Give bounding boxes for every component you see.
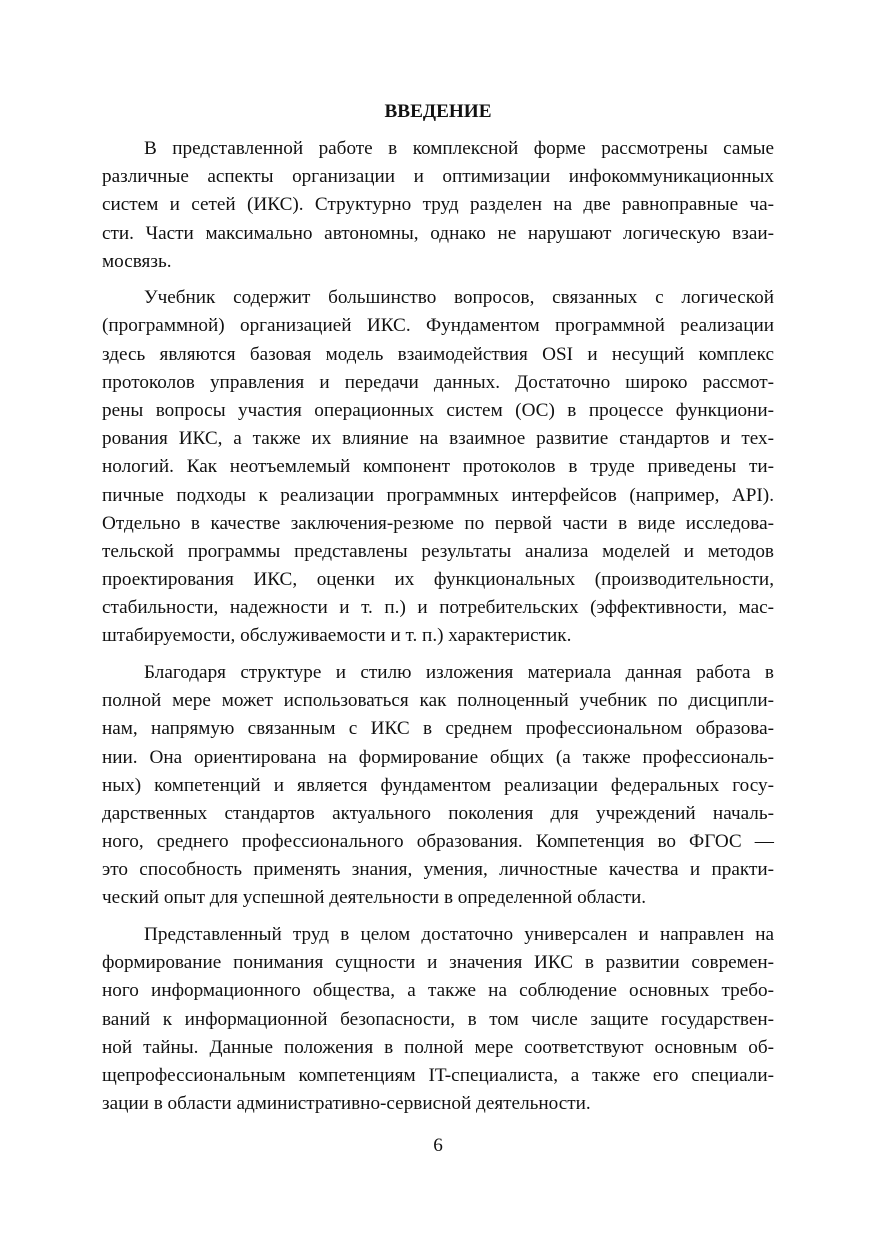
text-line: ного, среднего профессионального образования. Компетенция во ФГОС — bbox=[102, 831, 774, 853]
text-line: пичные подходы к реализации программных интерфейсов (например, API). bbox=[102, 484, 774, 506]
paragraph bbox=[102, 284, 774, 650]
text-line: это способность применять знания, умения, личностные качества и практи- bbox=[102, 859, 774, 881]
page-title: ВВЕДЕНИЕ bbox=[384, 101, 492, 122]
page-number: 6 bbox=[433, 1135, 443, 1156]
paragraph bbox=[102, 135, 774, 276]
text-line: тельской программы представлены результаты анализа моделей и методов bbox=[102, 540, 774, 562]
text-line: проектирования ИКС, оценки их функциональных (производительности, bbox=[102, 569, 774, 591]
text-line: мосвязь. bbox=[102, 250, 172, 272]
text-line: ной тайны. Данные положения в полной мере соответствуют основным об- bbox=[102, 1036, 774, 1058]
text-line: нии. Она ориентирована на формирование общих (а также профессиональ- bbox=[102, 746, 774, 768]
text-line: ческий опыт для успешной деятельности в определенной области. bbox=[102, 887, 647, 909]
text-line: ных) компетенций и является фундаментом реализации федеральных госу- bbox=[102, 774, 774, 796]
text-line: нам, напрямую связанным с ИКС в среднем профессиональном образова- bbox=[102, 718, 774, 740]
text-line: штабируемости, обслуживаемости и т. п.) характеристик. bbox=[102, 625, 572, 647]
text-line: ваний к информационной безопасности, в том числе защите государствен- bbox=[102, 1008, 774, 1030]
text-line: Представленный труд в целом достаточно универсален и направлен на bbox=[144, 923, 774, 945]
text-line: Учебник содержит большинство вопросов, связанных с логической bbox=[144, 287, 774, 309]
paragraph bbox=[102, 921, 774, 1118]
text-line: Отдельно в качестве заключения-резюме по первой части в виде исследова- bbox=[102, 512, 774, 534]
text-line: дарственных стандартов актуального поколения для учреждений началь- bbox=[102, 802, 774, 824]
text-line: формирование понимания сущности и значения ИКС в развитии современ- bbox=[102, 952, 774, 974]
text-line: Благодаря структуре и стилю изложения материала данная работа в bbox=[144, 661, 774, 683]
text-line: полной мере может использоваться как полноценный учебник по дисципли- bbox=[102, 690, 774, 712]
text-line: различные аспекты организации и оптимизации инфокоммуникационных bbox=[102, 166, 774, 188]
text-line: систем и сетей (ИКС). Структурно труд разделен на две равноправные ча- bbox=[102, 194, 774, 216]
text-line: протоколов управления и передачи данных. Достаточно широко рассмот- bbox=[102, 371, 774, 393]
text-line: сти. Части максимально автономны, однако не нарушают логическую взаи- bbox=[102, 222, 774, 244]
text-line: (программной) организацией ИКС. Фундаментом программной реализации bbox=[102, 315, 774, 337]
text-line: рены вопросы участия операционных систем (ОС) в процессе функциони- bbox=[102, 399, 774, 421]
text-line: стабильности, надежности и т. п.) и потребительских (эффективности, мас- bbox=[102, 597, 774, 619]
text-line: здесь являются базовая модель взаимодействия OSI и несущий комплекс bbox=[102, 343, 774, 365]
text-line: нологий. Как неотъемлемый компонент протоколов в труде приведены ти- bbox=[102, 456, 774, 478]
document-page bbox=[102, 100, 774, 1127]
text-line: зации в области административно-сервисной деятельности. bbox=[102, 1093, 591, 1115]
paragraph bbox=[102, 659, 774, 913]
text-line: ного информационного общества, а также на соблюдение основных требо- bbox=[102, 980, 774, 1002]
text-line: рования ИКС, а также их влияние на взаимное развитие стандартов и тех- bbox=[102, 428, 774, 450]
body-text bbox=[102, 135, 774, 1118]
text-line: В представленной работе в комплексной форме рассмотрены самые bbox=[144, 138, 774, 159]
text-line: щепрофессиональным компетенциям IT-специалиста, а также его специали- bbox=[102, 1064, 774, 1086]
